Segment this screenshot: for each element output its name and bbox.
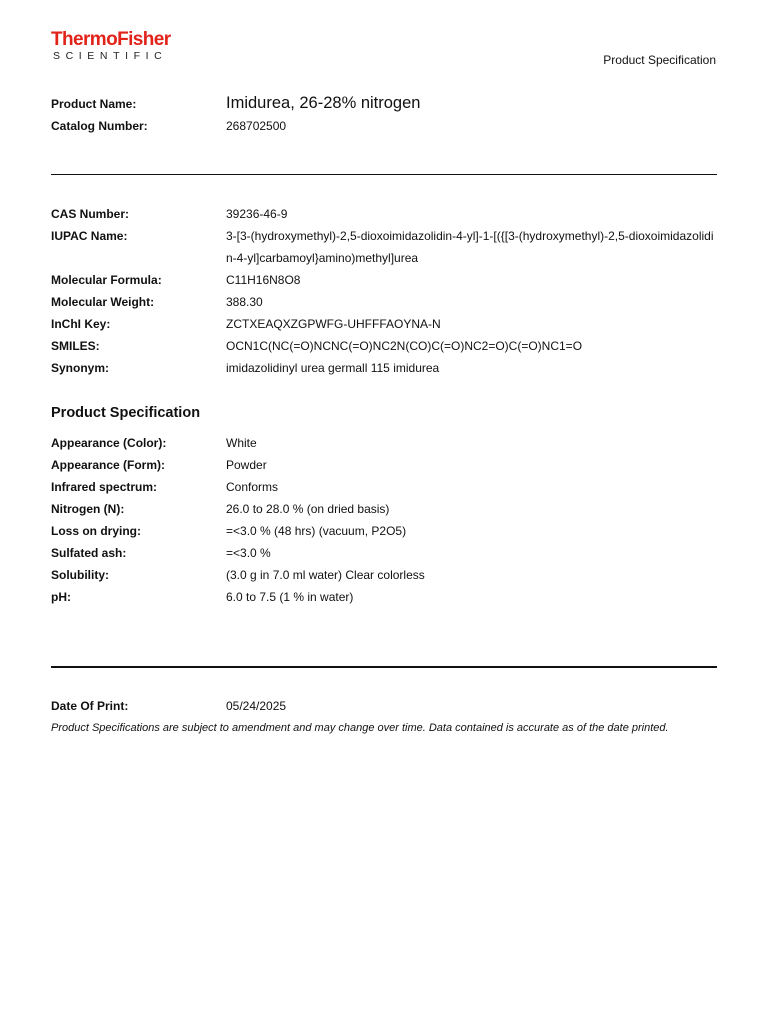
cas-number-value: 39236-46-9	[226, 207, 288, 221]
spec-label: Appearance (Form):	[51, 458, 166, 472]
spec-label: Nitrogen (N):	[51, 502, 125, 516]
cas-number-row	[51, 203, 718, 225]
iupac-name-value: 3-[3-(hydroxymethyl)-2,5-dioxoimidazolidin-4-yl]-1-[({[3-(hydroxymethyl)-2,5-dioxoimidazolidin-4-yl]carbamoyl}amino)methyl]urea	[226, 229, 714, 265]
iupac-name-row	[51, 225, 718, 269]
catalog-number-label: Catalog Number:	[51, 119, 148, 133]
spec-value: (3.0 g in 7.0 ml water) Clear colorless	[226, 568, 425, 582]
inchi-key-label: InChI Key:	[51, 317, 111, 331]
disclaimer-text: Product Specifications are subject to amendment and may change over time. Data contained is accurate as of the date printed.	[51, 722, 669, 734]
spec-row	[51, 476, 718, 498]
spec-label: Solubility:	[51, 568, 109, 582]
logo-wordmark: ThermoFisher	[51, 29, 171, 50]
spec-label: Sulfated ash:	[51, 546, 127, 560]
cas-number-label: CAS Number:	[51, 207, 130, 221]
molecular-formula-row	[51, 269, 718, 291]
smiles-label: SMILES:	[51, 339, 100, 353]
section-title-product-specification: Product Specification	[51, 405, 201, 421]
spec-label: pH:	[51, 590, 71, 604]
spec-label: Infrared spectrum:	[51, 480, 158, 494]
spec-label: Appearance (Color):	[51, 436, 167, 450]
spec-value: Conforms	[226, 480, 279, 494]
spec-row	[51, 498, 718, 520]
date-of-print-value: 05/24/2025	[226, 699, 287, 713]
spec-value: 6.0 to 7.5 (1 % in water)	[226, 590, 354, 604]
spec-row	[51, 454, 718, 476]
catalog-number-row	[51, 115, 718, 137]
iupac-name-label: IUPAC Name:	[51, 229, 128, 243]
spec-row	[51, 520, 718, 542]
spec-value: =<3.0 %	[226, 546, 271, 560]
product-name-row	[51, 92, 718, 114]
catalog-number-value: 268702500	[226, 119, 287, 133]
inchi-key-value: ZCTXEAQXZGPWFG-UHFFFAOYNA-N	[226, 317, 441, 331]
spec-row	[51, 432, 718, 454]
molecular-formula-label: Molecular Formula:	[51, 273, 162, 287]
smiles-value: OCN1C(NC(=O)NCNC(=O)NC2N(CO)C(=O)NC2=O)C(=O)NC1=O	[226, 339, 583, 353]
spec-label: Loss on drying:	[51, 524, 141, 538]
spec-row	[51, 564, 718, 586]
inchi-key-row	[51, 313, 718, 335]
synonym-row	[51, 357, 718, 379]
divider-bottom	[51, 666, 717, 668]
spec-value: 26.0 to 28.0 % (on dried basis)	[226, 502, 390, 516]
spec-row	[51, 542, 718, 564]
spec-value: White	[226, 436, 257, 450]
molecular-formula-value: C11H16N8O8	[226, 273, 301, 287]
divider-top	[51, 174, 717, 175]
smiles-row	[51, 335, 718, 357]
document-type: Product Specification	[603, 53, 716, 67]
product-name-label: Product Name:	[51, 97, 137, 111]
thermo-fisher-logo	[51, 30, 191, 62]
date-of-print-label: Date Of Print:	[51, 699, 129, 713]
product-name-value: Imidurea, 26-28% nitrogen	[226, 94, 421, 112]
logo-subtitle: SCIENTIFIC	[53, 50, 168, 62]
molecular-weight-label: Molecular Weight:	[51, 295, 155, 309]
spec-row	[51, 586, 718, 608]
date-of-print-row	[51, 695, 718, 717]
spec-value: =<3.0 % (48 hrs) (vacuum, P2O5)	[226, 524, 407, 538]
spec-value: Powder	[226, 458, 267, 472]
molecular-weight-row	[51, 291, 718, 313]
molecular-weight-value: 388.30	[226, 295, 263, 309]
synonym-value: imidazolidinyl urea germall 115 imidurea	[226, 361, 440, 375]
synonym-label: Synonym:	[51, 361, 110, 375]
